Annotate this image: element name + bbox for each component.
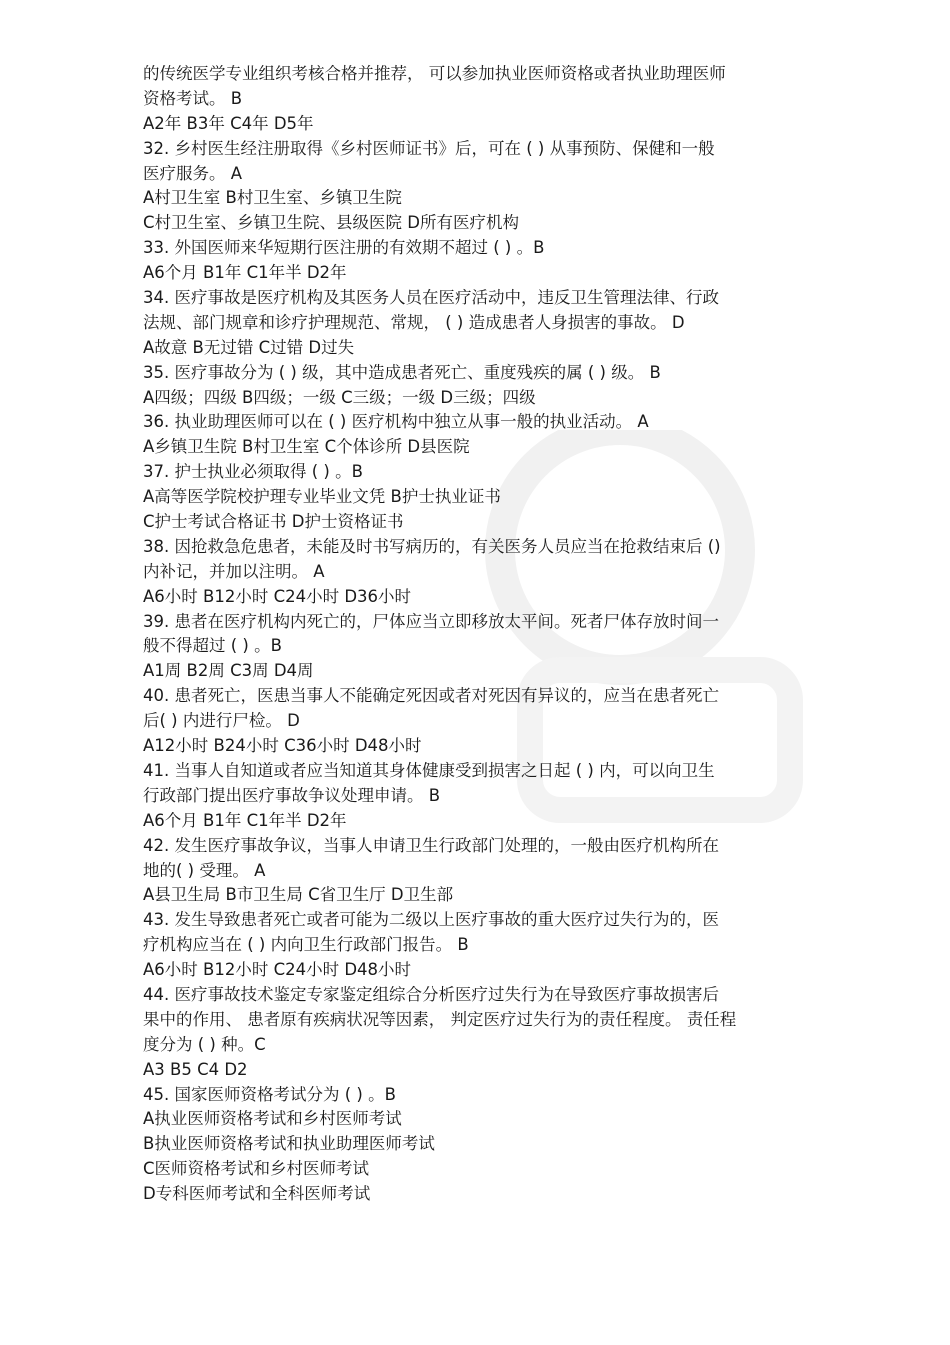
text-line: 37. 护士执业必须取得 ( ) 。B	[143, 462, 363, 482]
text-line: 般不得超过 ( ) 。B	[143, 636, 282, 656]
text-line: 法规、部门规章和诊疗护理规范、常规， ( ) 造成患者人身损害的事故。 D	[143, 312, 685, 332]
text-line: B执业医师资格考试和执业助理医师考试	[143, 1134, 435, 1154]
text-line: A6个月 B1年 C1年半 D2年	[143, 263, 347, 283]
text-line: A6小时 B12小时 C24小时 D48小时	[143, 960, 412, 980]
text-line: A县卫生局 B市卫生局 C省卫生厅 D卫生部	[143, 885, 454, 905]
text-line: 疗机构应当在 ( ) 内向卫生行政部门报告。 B	[143, 935, 469, 955]
text-line: 41. 当事人自知道或者应当知道其身体健康受到损害之日起 ( ) 内，可以向卫生	[143, 760, 715, 780]
text-line: 40. 患者死亡，医患当事人不能确定死因或者对死因有异议的，应当在患者死亡	[143, 686, 719, 706]
text-line: 资格考试。 B	[143, 88, 243, 108]
text-line: 后( ) 内进行尸检。 D	[143, 711, 300, 731]
text-line: 44. 医疗事故技术鉴定专家鉴定组综合分析医疗过失行为在导致医疗事故损害后	[143, 984, 719, 1004]
text-line: A6小时 B12小时 C24小时 D36小时	[143, 586, 412, 606]
text-line: A村卫生室 B村卫生室、乡镇卫生院	[143, 188, 402, 208]
text-line: C村卫生室、乡镇卫生院、县级医院 D所有医疗机构	[143, 213, 519, 233]
text-line: A1周 B2周 C3周 D4周	[143, 661, 314, 681]
text-line: 45. 国家医师资格考试分为 ( ) 。B	[143, 1084, 396, 1104]
text-line: A故意 B无过错 C过错 D过失	[143, 337, 355, 357]
text-line: 医疗服务。 A	[143, 163, 243, 183]
text-line: 果中的作用、 患者原有疾病状况等因素， 判定医疗过失行为的责任程度。 责任程	[143, 1009, 737, 1029]
text-line: 行政部门提出医疗事故争议处理申请。 B	[143, 785, 441, 805]
text-line: 的传统医学专业组织考核合格并推荐， 可以参加执业医师资格或者执业助理医师	[143, 64, 726, 83]
text-line: A6个月 B1年 C1年半 D2年	[143, 810, 347, 830]
text-line: 39. 患者在医疗机构内死亡的，尸体应当立即移放太平间。死者尸体存放时间一	[143, 611, 719, 631]
text-line: A12小时 B24小时 C36小时 D48小时	[143, 736, 422, 756]
text-line: 35. 医疗事故分为 ( ) 级，其中造成患者死亡、重度残疾的属 ( ) 级。 B	[143, 362, 661, 382]
text-line: A四级；四级 B四级；一级 C三级；一级 D三级；四级	[143, 387, 536, 407]
text-line: 42. 发生医疗事故争议，当事人申请卫生行政部门处理的，一般由医疗机构所在	[143, 835, 719, 855]
text-line: A执业医师资格考试和乡村医师考试	[143, 1109, 402, 1129]
text-line: 32. 乡村医生经注册取得《乡村医师证书》后，可在 ( ) 从事预防、保健和一般	[143, 138, 715, 158]
text-line: 34. 医疗事故是医疗机构及其医务人员在医疗活动中，违反卫生管理法律、行政	[143, 288, 719, 308]
text-line: 36. 执业助理医师可以在 ( ) 医疗机构中独立从事一般的执业活动。 A	[143, 412, 649, 432]
text-line: C医师资格考试和乡村医师考试	[143, 1159, 370, 1179]
text-line: 43. 发生导致患者死亡或者可能为二级以上医疗事故的重大医疗过失行为的，医	[143, 910, 719, 930]
document-body	[143, 62, 808, 1207]
text-line: A3 B5 C4 D2	[143, 1059, 248, 1079]
text-line: 地的( ) 受理。 A	[143, 860, 266, 880]
text-line: 38. 因抢救急危患者，未能及时书写病历的，有关医务人员应当在抢救结束后 ()	[143, 536, 721, 556]
text-line: A乡镇卫生院 B村卫生室 C个体诊所 D县医院	[143, 437, 470, 457]
text-line: A2年 B3年 C4年 D5年	[143, 113, 314, 133]
text-line: D专科医师考试和全科医师考试	[143, 1184, 371, 1204]
text-line: A高等医学院校护理专业毕业文凭 B护士执业证书	[143, 487, 501, 507]
text-line: 度分为 ( ) 种。C	[143, 1034, 266, 1054]
text-line: 内补记，并加以注明。 A	[143, 561, 325, 581]
text-line: C护士考试合格证书 D护士资格证书	[143, 512, 404, 532]
text-line: 33. 外国医师来华短期行医注册的有效期不超过 ( ) 。B	[143, 238, 545, 258]
